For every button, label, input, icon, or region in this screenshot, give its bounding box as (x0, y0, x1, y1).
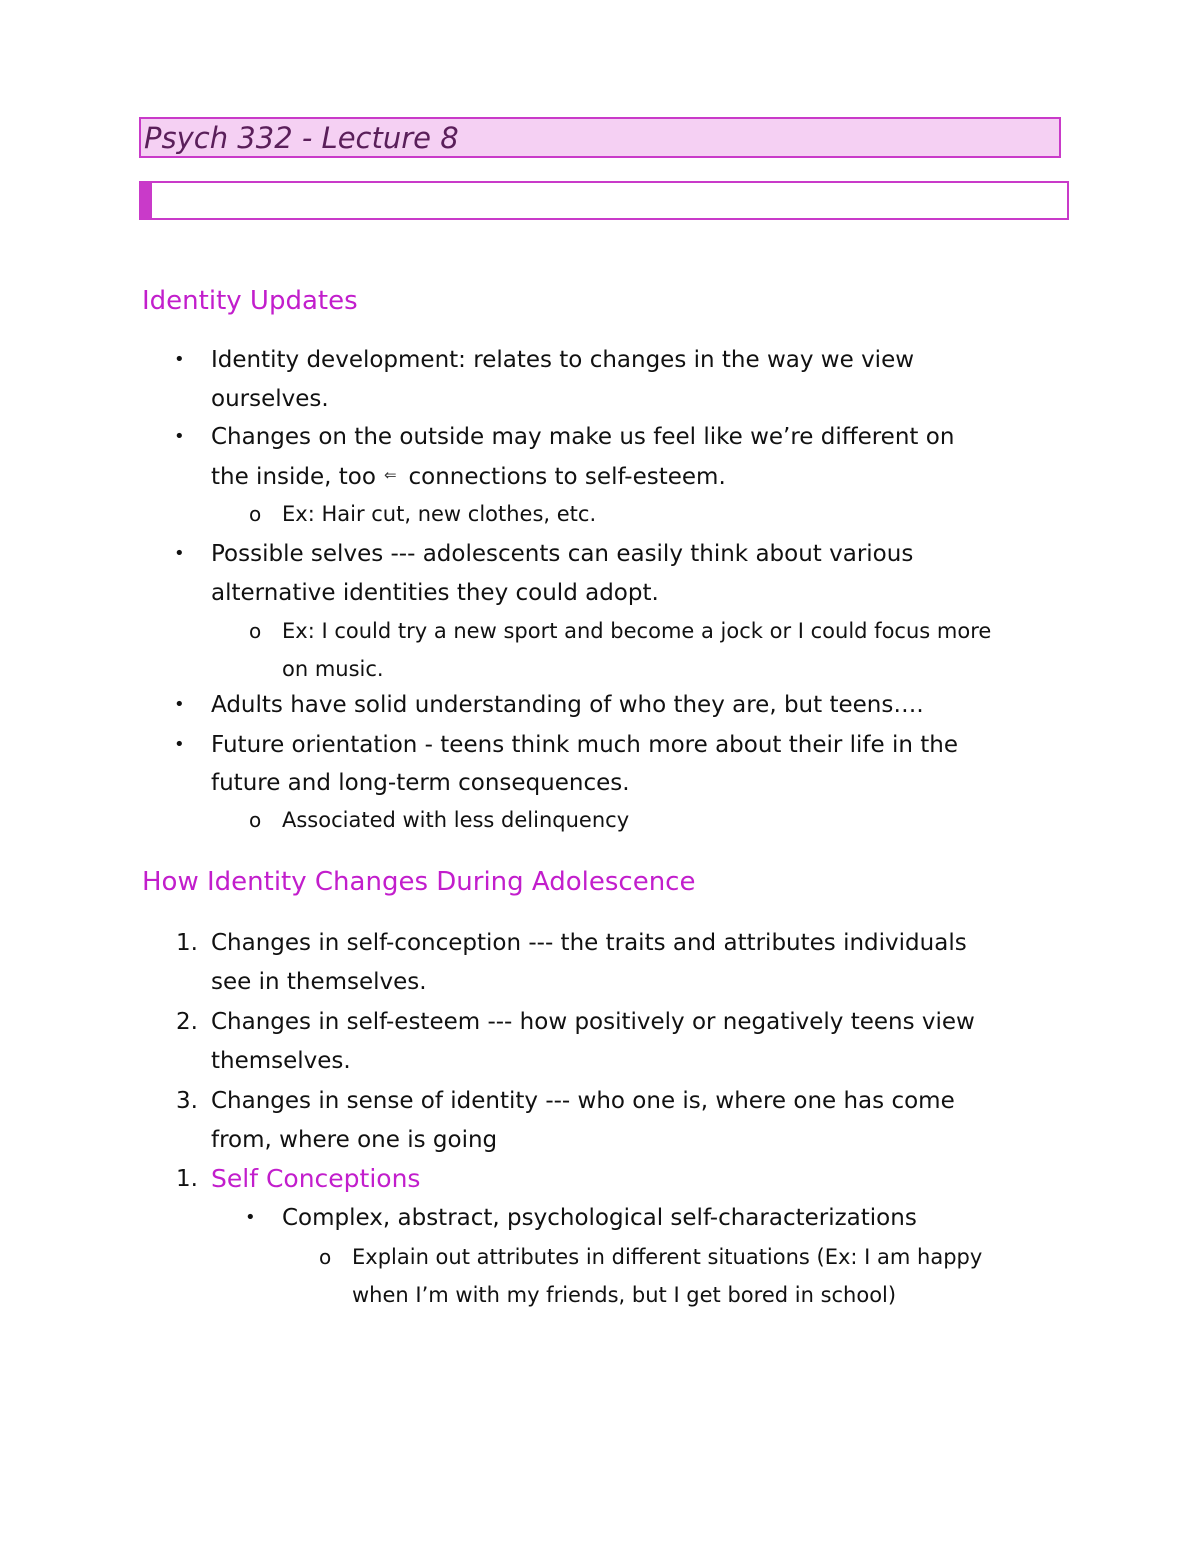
list-item-text: Identity development: relates to changes in the way we view (211, 347, 915, 373)
numbered-marker: 1. (176, 1166, 198, 1192)
list-item-text: Possible selves --- adolescents can easily think about various (211, 541, 914, 567)
sub-bullet-marker: o (249, 502, 262, 526)
numbered-item-text: Changes in self-conception --- the traits and attributes individuals (211, 930, 967, 956)
bullet-marker: • (174, 734, 185, 755)
sub-list-item-text: Associated with less delinquency (282, 808, 630, 832)
sub-list-item-text: on music. (282, 657, 384, 681)
arrow-left-icon: ⇐ (383, 466, 397, 484)
bullet-marker: • (245, 1207, 256, 1228)
numbered-item-text: themselves. (211, 1048, 351, 1074)
sub-bullet-marker: o (249, 619, 262, 643)
bullet-marker: • (174, 349, 185, 370)
list-item-text: alternative identities they could adopt. (211, 580, 659, 606)
list-item-text: Future orientation - teens think much more about their life in the (211, 732, 959, 758)
bullet-marker: • (174, 543, 185, 564)
bullet-marker: • (174, 426, 185, 447)
numbered-item-text: Changes in sense of identity --- who one is, where one has come (211, 1088, 955, 1114)
sub-bullet-marker: o (319, 1245, 332, 1269)
list-item-text: ourselves. (211, 386, 329, 412)
sub-bullet-marker: o (249, 808, 262, 832)
bullet-marker: • (174, 694, 185, 715)
numbered-item-text: Changes in self-esteem --- how positively or negatively teens view (211, 1009, 975, 1035)
numbered-item-text: see in themselves. (211, 969, 427, 995)
page-title: Psych 332 - Lecture 8 (144, 121, 459, 155)
numbered-marker: 1. (176, 930, 198, 956)
section-heading-identity-changes: How Identity Changes During Adolescence (142, 867, 696, 897)
section-heading-identity-updates: Identity Updates (142, 286, 358, 316)
list-item-text-part: the inside, too (211, 464, 376, 490)
numbered-item-text: from, where one is going (211, 1127, 498, 1153)
subtitle-accent-bar (141, 183, 152, 218)
list-item-text-part: connections to self-esteem. (408, 464, 726, 490)
title-box (139, 117, 1061, 158)
sub-list-item-text: when I’m with my friends, but I get bored in school) (352, 1283, 897, 1307)
list-item-text: Complex, abstract, psychological self-characterizations (282, 1205, 917, 1231)
list-item-text (211, 460, 726, 492)
numbered-marker: 3. (176, 1088, 198, 1114)
subtitle-box (139, 181, 1069, 220)
list-item-text: Adults have solid understanding of who they are, but teens…. (211, 692, 924, 718)
sub-list-item-text: Ex: I could try a new sport and become a jock or I could focus more (282, 619, 992, 643)
list-item-text: Changes on the outside may make us feel like we’re different on (211, 424, 955, 450)
subsection-heading-self-conceptions: Self Conceptions (211, 1164, 421, 1193)
sub-list-item-text: Ex: Hair cut, new clothes, etc. (282, 502, 597, 526)
numbered-marker: 2. (176, 1009, 198, 1035)
list-item-text: future and long-term consequences. (211, 770, 630, 796)
sub-list-item-text: Explain out attributes in different situations (Ex: I am happy (352, 1245, 983, 1269)
